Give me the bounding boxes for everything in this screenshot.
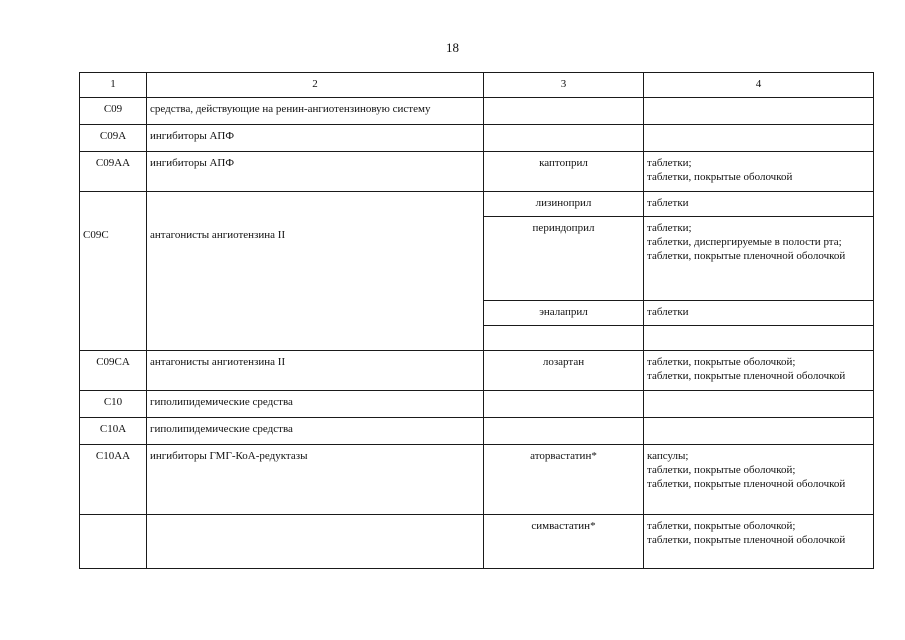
dosage-form: таблетки, покрытые оболочкой; таблетки, покрытые пленочной оболочкой (644, 351, 874, 391)
drug-name: симвастатин* (484, 515, 644, 569)
table-row (80, 98, 874, 125)
table-row (80, 515, 874, 569)
dosage-form: таблетки, покрытые оболочкой; таблетки, покрытые пленочной оболочкой (644, 515, 874, 569)
table-row (80, 391, 874, 418)
drug-name (484, 418, 644, 445)
table-row (80, 152, 874, 192)
group-name: средства, действующие на ренин-ангиотензиновую систему (147, 98, 484, 125)
header-cell-4: 4 (644, 73, 874, 98)
dosage-form (644, 418, 874, 445)
group-name: антагонисты ангиотензина II (147, 192, 484, 351)
group-name: ингибиторы АПФ (147, 125, 484, 152)
drug-name: каптоприл (484, 152, 644, 192)
atc-code: C10AA (80, 445, 147, 515)
drug-name: периндоприл (484, 217, 644, 301)
drug-name (484, 125, 644, 152)
table-row (80, 351, 874, 391)
dosage-form (644, 391, 874, 418)
header-cell-3: 3 (484, 73, 644, 98)
table-row (80, 418, 874, 445)
atc-code: C09C (80, 192, 147, 351)
dosage-form: капсулы; таблетки, покрытые оболочкой; таблетки, покрытые пленочной оболочкой (644, 445, 874, 515)
atc-code: C10A (80, 418, 147, 445)
group-name: антагонисты ангиотензина II (147, 351, 484, 391)
dosage-form (644, 98, 874, 125)
drug-name: аторвастатин* (484, 445, 644, 515)
table-row (80, 125, 874, 152)
group-name: гиполипидемические средства (147, 391, 484, 418)
drug-name (484, 326, 644, 351)
drug-name (484, 98, 644, 125)
table-row (80, 445, 874, 515)
atc-code (80, 515, 147, 569)
medications-table (79, 72, 874, 569)
group-name: ингибиторы АПФ (147, 152, 484, 192)
table-header-row (80, 73, 874, 98)
group-name: ингибиторы ГМГ-КоА-редуктазы (147, 445, 484, 515)
atc-code: C09AA (80, 152, 147, 192)
table-row (80, 192, 874, 217)
drug-name (484, 391, 644, 418)
atc-code: C09A (80, 125, 147, 152)
atc-code: C10 (80, 391, 147, 418)
group-name (147, 515, 484, 569)
dosage-form (644, 125, 874, 152)
drug-name: лизиноприл (484, 192, 644, 217)
atc-code: C09CA (80, 351, 147, 391)
dosage-form: таблетки (644, 301, 874, 326)
drug-name: лозартан (484, 351, 644, 391)
header-cell-1: 1 (80, 73, 147, 98)
atc-code: C09 (80, 98, 147, 125)
drug-name: эналаприл (484, 301, 644, 326)
dosage-form: таблетки; таблетки, диспергируемые в полости рта; таблетки, покрытые пленочной оболочкой (644, 217, 874, 301)
page-number: 18 (446, 40, 459, 55)
header-cell-2: 2 (147, 73, 484, 98)
group-name: гиполипидемические средства (147, 418, 484, 445)
dosage-form (644, 326, 874, 351)
dosage-form: таблетки (644, 192, 874, 217)
dosage-form: таблетки; таблетки, покрытые оболочкой (644, 152, 874, 192)
